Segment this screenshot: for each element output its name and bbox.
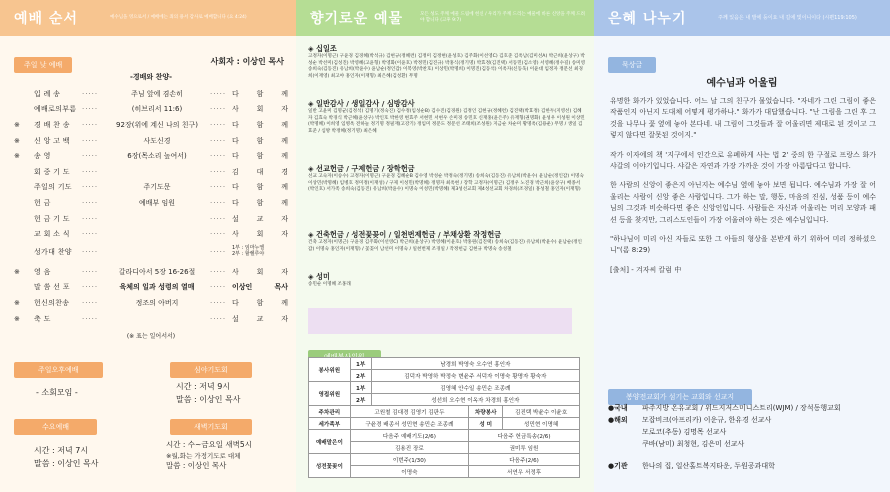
table-cell: 서연우 서정후 <box>469 466 580 478</box>
section-names: 송민순 이명혜 조홍래 <box>308 282 351 287</box>
table-cell: 다음주(2/6) <box>469 454 580 466</box>
table-cell: 주차관리 <box>309 406 351 418</box>
mission-detail: 모로코(추동) 김명목 선교사 <box>642 428 727 436</box>
mission-item <box>608 438 841 450</box>
section-names: 고정자(이명근) 구윤경 김경혜(박석규) 김현규(정혜련) 김정미 김정현(윤성호) 김주화(이선영C) 김호준 김옥남(김미선A) 박근희(윤상구) 박성순 박선미(김성진) 박영혜(고윤형) 박영화(이윤호) 박정민(김진규) 박홍식(정기명) 박효정(김진택) 서동민(김소영) 서영혜(정수길) 송미영 송희숙(김동진) 유남희(박윤수) 윤남순(정인갑) 이복영(박찬호) 이상민(박명희) 이명진(김동석) 이옥자(신동욱) 이윤대 임정자 정문선 최경희(이재영) 최고야 홍인자(이재형) 최은혜(김성환) 무명 <box>308 54 586 79</box>
order-item-label: 주일의 기도 <box>34 183 72 192</box>
mission-category: ●국내 <box>608 404 628 412</box>
leader-dots: ····· <box>210 120 227 129</box>
order-row <box>14 211 288 227</box>
offering-section <box>308 164 586 194</box>
order-item-leader: 다 함 께 <box>232 89 288 98</box>
wednesday-time: 시간 : 저녁 7시 <box>34 446 89 455</box>
standing-note: (※ 표는 일어서서) <box>126 333 176 340</box>
section-title: ◈ 일반감사 / 생일감사 / 심방감사 <box>308 99 415 108</box>
order-row <box>14 295 288 311</box>
offering-section <box>308 99 586 135</box>
offering-section <box>308 230 586 253</box>
night-prayer-tag: 심야기도회 <box>170 357 252 378</box>
standing-mark: ※ <box>14 267 20 276</box>
mission-detail: 한나의 집, 일산홀트복지타운, 두원공과대학 <box>642 462 775 470</box>
table-cell: 김덕자 박영하 박정숙 변윤주 서덕자 이명숙 황명자 황숙자 <box>371 370 579 382</box>
order-item-label: 송 영 <box>34 152 51 161</box>
table-cell: 영접위원 <box>309 382 351 406</box>
table-cell: 다음주 헌금특송(2/6) <box>469 430 580 442</box>
small-group-text: - 소회모임 - <box>36 388 78 397</box>
order-row <box>14 133 288 149</box>
leader-dots: ····· <box>82 214 99 223</box>
standing-mark: ※ <box>14 120 20 129</box>
story-source: [출처] - 겨자씨 칼럼 中 <box>610 265 682 274</box>
leader-dots: ····· <box>210 283 227 292</box>
table-cell: 성 미 <box>469 418 503 430</box>
order-item-leader: 다 함 께 <box>232 136 288 145</box>
leader-dots: ····· <box>82 298 99 307</box>
table-cell: 차량봉사 <box>469 406 503 418</box>
main-service-tag: 주일 낮 예배 <box>14 52 72 73</box>
night-prayer-speaker: 말씀 : 이상인 목사 <box>176 395 241 404</box>
table-cell: 1부 <box>350 358 371 370</box>
service-order-list-2 <box>14 264 288 326</box>
table-cell: 고원철 김대경 김영기 김판두 <box>350 406 468 418</box>
choir-part-1: 1부 : 임마누엘 <box>232 245 265 252</box>
order-item-leader: 사 회 자 <box>232 267 288 276</box>
section-names: 일반 고윤미 김명균(김정석) 김명기(정숙진) 김수정(임성순B) 김수진(김경원) 김정인 김현규(정혜련) 김진택(박효정) 김한두(지영선) 김혜자 김효숙 박경식 박근혜(윤상구) 박인호 박한영 변효주 서현민 서현우 손미경 송민호 신재홍(윤은주) 유재형(권명화) 윤성우 이성원 이상민(박명혜) 이희영 임병옥 전하늘 정기명 정필재(고강기) 정임미 정문도 정문선 조태희(조성원) 지금순 차순미 황명옥(김용운) 무명 / 생일 김효준 / 심방 박정혜(정기명) 최은혜 <box>308 109 585 134</box>
order-row <box>14 195 288 211</box>
leader-dots: ····· <box>82 283 99 292</box>
dawn-prayer-note: ※월,화는 가정기도로 대체 <box>166 451 241 460</box>
wednesday-service-info <box>34 444 98 470</box>
sunday-afternoon-tag: 주일오후예배 <box>14 357 103 378</box>
mission-category: ●기관 <box>608 462 628 470</box>
leader-dots: ····· <box>210 298 227 307</box>
section-names: 선교 고숙자(이승수) 고정자(이명근) 구윤경 김혜순B 김수영 박성순 박정숙(정기명) 송희숙(김동진) 유남희(박윤수) 윤남순(정인갑) 이명숙 이상민(박명혜) 임병호 정미정(이재성) / 구제 이성민(박명혜) 정명자 최옥현 / 장학 고정자(이명근) 김정우 노진경 박근희(윤상구) 배종서(박인호) 서가족 송희숙(김동진) 유남희(박윤수) 이명숙 이성민(박명혜) 제3성선교회 제4성선교회 차경희(조경일) 홍성철 홍인자(이재형) <box>308 174 584 193</box>
table-cell: 1부 <box>350 382 371 394</box>
table-cell: 이명숙 <box>350 466 468 478</box>
section-title: ◈ 선교헌금 / 구제헌금 / 장학헌금 <box>308 164 415 173</box>
order-row <box>14 180 288 196</box>
leader-dots: ····· <box>82 136 99 145</box>
leader-dots: ····· <box>210 167 227 176</box>
order-item-leader: 설 교 자 <box>232 214 288 223</box>
order-item-label: 헌 금 <box>34 198 51 207</box>
order-item-content: 92장(위에 계신 나의 친구) <box>116 120 198 129</box>
grace-sharing-column <box>594 0 890 492</box>
header-subtitle: 주께 있음은 내 발에 등이요 내 길에 빛이니이다 (시편119:105) <box>718 15 857 21</box>
leader-dots: ····· <box>210 105 227 114</box>
story-paragraph: 한 사람의 신앙이 좋은지 아닌지는 예수님 옆에 놓아 보면 됩니다. 예수님과 가장 잘 어울리는 사람이 신앙 좋은 사람입니다. 그가 하는 말, 행동, 마음의 진심, 성품 등이 예수님의 그것과 비슷하다면 좋은 신앙인입니다. 사람들은 자신과 어울리는 머리 모양과 패션 등을 찾지만, 그리스도인들이 가장 어울려야 하는 것은 예수님입니다. <box>610 181 876 224</box>
mission-detail: 파주지방 온유교회 / 위드지저스미니스트리(WJM) / 장석동행교회 <box>642 404 841 412</box>
order-item-content: 주님 앞에 겸손히 <box>131 89 183 98</box>
story-paragraph: 작가 이자에의 책 '지구에서 인간으로 유폐하게 사는 법 2' 중의 한 구절로 프랑스 화가 샤갈의 이야기입니다. 샤갈은 자연과 가장 가까운 것이 가장 아름답다고 합니다. <box>610 150 876 171</box>
mission-detail: 모잡비크(아프리카) 이운규, 한유경 선교사 <box>642 416 772 424</box>
mission-category: ●해외 <box>608 416 628 424</box>
order-item-label: 입 례 송 <box>34 89 61 98</box>
table-cell: 성민현 이명혜 <box>503 418 580 430</box>
leader-dots: ····· <box>82 230 99 239</box>
order-item-leader: 김 대 경 <box>232 167 288 176</box>
standing-mark: ※ <box>14 136 20 145</box>
choir-part-2: 2부 : 할렐루야 <box>232 251 265 257</box>
blank-highlight-box <box>308 308 572 334</box>
leader-dots: ····· <box>82 267 99 276</box>
offering-section <box>308 272 586 289</box>
table-cell: 다음주 예배기도(2/6) <box>350 430 468 442</box>
table-row <box>309 430 580 442</box>
wednesday-speaker: 말씀 : 이상인 목사 <box>34 459 99 468</box>
order-item-label: 예배로의부름 <box>34 105 77 114</box>
section-title: ◈ 건축헌금 / 성전꽃꽂이 / 일천번제헌금 / 부채상환 작정헌금 <box>308 230 502 239</box>
offering-section <box>308 44 586 80</box>
leader-dots: ····· <box>82 89 99 98</box>
dawn-prayer-info <box>166 440 252 472</box>
order-item-content: 육체의 일과 성령의 열매 <box>119 283 195 292</box>
leader-dots: ····· <box>210 267 227 276</box>
order-item-leader: 설 교 자 <box>232 314 288 323</box>
order-row <box>14 311 288 327</box>
dawn-prayer-time: 시간 : 수~금요일 새벽5시 <box>166 440 252 449</box>
order-item-label: 축 도 <box>34 314 51 323</box>
order-row <box>14 117 288 133</box>
order-item-content: 예배부 임원 <box>138 198 176 207</box>
order-row <box>14 280 288 296</box>
order-item-content: 갈라디아서 5장 16-26절 <box>118 267 196 276</box>
order-row <box>14 226 288 242</box>
leader-dots: ····· <box>210 230 227 239</box>
header-title: 향기로운 예물 <box>310 11 404 27</box>
choir-row: 성가대 찬양 ····· ····· 1부 : 임마누엘 2부 : 할렐루야 <box>14 242 288 262</box>
table-row <box>309 418 580 430</box>
leader-dots: ····· <box>210 152 227 161</box>
order-item-leader: 다 함 께 <box>232 152 288 161</box>
order-item-label: 교 회 소 식 <box>34 230 70 239</box>
order-item-label: 헌신의찬송 <box>34 298 70 307</box>
mission-detail: 쿠바(남미) 최청현, 김은미 선교사 <box>642 440 745 448</box>
order-item-content: 6장(목소리 높여서) <box>127 152 187 161</box>
standing-mark: ※ <box>14 314 20 323</box>
order-item-content: (히브리서 11:6) <box>131 105 183 114</box>
order-item-content: 주기도문 <box>143 183 171 192</box>
header-title: 은혜 나누기 <box>608 11 687 27</box>
table-cell: 권미투 임원 <box>469 442 580 454</box>
offering-header <box>296 0 594 36</box>
header-subtitle: 예수님을 영으로서 / 예배에는 죄의 용서 감사로 예배합니다 (요 4:24) <box>110 15 247 20</box>
order-item-label: 말 씀 선 포 <box>34 283 70 292</box>
order-item-label: 영 음 <box>34 267 51 276</box>
leader-dots: ····· <box>82 105 99 114</box>
order-item-label: 헌 금 기 도 <box>34 214 70 223</box>
leader-dots: ····· <box>210 214 227 223</box>
story-body <box>610 96 876 284</box>
order-item-leader: 사 회 자 <box>232 105 288 114</box>
order-item-content: 사도신경 <box>143 136 171 145</box>
grace-header <box>594 0 890 36</box>
table-cell: 세가족부 <box>309 418 351 430</box>
order-item-leader: 다 함 께 <box>232 298 288 307</box>
section-title: ◈ 십일조 <box>308 44 337 53</box>
order-item-leader: 사 회 자 <box>232 230 288 239</box>
order-row <box>14 264 288 280</box>
order-subtitle: -경배와 찬양- <box>129 73 173 81</box>
table-cell: 2부 <box>350 394 371 406</box>
story-title: 예수님과 어울림 <box>706 78 778 89</box>
mission-item <box>608 402 841 414</box>
table-cell: 이번주(1/30) <box>350 454 468 466</box>
table-cell: 김용진 장로 <box>350 442 468 454</box>
order-item-leader: 다 함 께 <box>232 120 288 129</box>
table-cell: 성선희 오수현 이옥자 차경희 홍인자 <box>371 394 579 406</box>
volunteer-table <box>308 357 580 478</box>
meditation-tag: 묵상글 <box>608 52 656 73</box>
order-row <box>14 86 288 102</box>
worship-order-column <box>0 0 296 492</box>
standing-mark: ※ <box>14 298 20 307</box>
table-cell: 남경희 박영숙 오수연 홍인자 <box>371 358 579 370</box>
mission-item <box>608 426 841 438</box>
table-row <box>309 382 580 394</box>
leader-dots: ····· <box>210 314 227 323</box>
mission-item <box>608 460 841 472</box>
table-row <box>309 358 580 370</box>
table-cell: 2부 <box>350 370 371 382</box>
missions-tag: 봉양전교회가 섬기는 교회와 선교지 <box>608 384 752 405</box>
section-title: ◈ 성미 <box>308 272 330 281</box>
wednesday-service-tag: 수요예배 <box>14 414 97 435</box>
mission-item <box>608 414 841 426</box>
leader-dots: ····· <box>210 183 227 192</box>
leader-dots: ····· <box>210 136 227 145</box>
table-cell: 예배말은이 <box>309 430 351 454</box>
leader-dots: ····· <box>82 152 99 161</box>
table-cell: 김영혜 안수일 송민순 조종례 <box>371 382 579 394</box>
worship-order-header <box>0 0 296 36</box>
order-item-content: 정조의 아버지 <box>135 298 179 307</box>
order-item-label: 경 배 찬 송 <box>34 120 70 129</box>
leader-dots: ····· <box>210 89 227 98</box>
order-item-label: 신 앙 고 백 <box>34 136 70 145</box>
dawn-prayer-speaker: 말씀 : 이상인 목사 <box>166 461 227 470</box>
story-verse: "하나님이 미리 아신 자들로 또한 그 아들의 형상을 본받게 하기 위하여 미리 정하셨으니"(롬 8:29) <box>610 235 876 255</box>
header-title: 예배 순서 <box>14 11 78 27</box>
presider: 사회자 : 이상인 목사 <box>210 57 284 66</box>
leader-dots: ····· <box>82 183 99 192</box>
leader-dots: ····· <box>210 198 227 207</box>
table-row <box>309 454 580 466</box>
leader-dots: ····· <box>82 120 99 129</box>
order-row <box>14 148 288 164</box>
order-item-leader: 이상인 목사 <box>232 283 288 292</box>
standing-mark: ※ <box>14 152 20 161</box>
order-item-label: 회 중 기 도 <box>34 167 70 176</box>
choir-label: 성가대 찬양 <box>34 248 72 256</box>
night-prayer-time: 시간 : 저녁 9시 <box>176 382 231 391</box>
service-order-list <box>14 86 288 242</box>
table-cell: 구윤경 배종서 성민현 송민순 조종례 <box>350 418 468 430</box>
header-subtitle: 모든 성도 주께 예물 드림에 헌신 / 우리가 주께 드리는 예물에 바른 신앙을 주께 드려야 합니다 (고후 9:7) <box>420 12 585 23</box>
missions-list <box>608 402 841 472</box>
leader-dots: ····· <box>82 314 99 323</box>
order-item-leader: 다 함 께 <box>232 183 288 192</box>
order-item-leader: 다 함 께 <box>232 198 288 207</box>
night-prayer-info <box>176 380 240 406</box>
offering-column <box>296 0 594 492</box>
order-row <box>14 102 288 118</box>
leader-dots: ····· <box>82 198 99 207</box>
dawn-prayer-tag: 새벽기도회 <box>170 414 252 435</box>
table-cell: 성전꽃꽂이 <box>309 454 351 478</box>
table-cell: 봉사위원 <box>309 358 351 382</box>
table-row <box>309 406 580 418</box>
leader-dots: ····· <box>82 167 99 176</box>
order-row <box>14 164 288 180</box>
story-paragraph: 유명한 화가가 있었습니다. 어느 날 그의 친구가 물었습니다. "자네가 그린 그림이 좋은 작품인지 아닌지 도대체 어떻게 평가하나." 화가가 대답했습니다. "난 그림을 그린 후 그것을 나무나 꽃 옆에 놓아 본다네. 내 그림이 그것들과 잘 어울리면 제대로 된 것이고 그렇지 않다면 잘못된 것이지." <box>610 97 876 140</box>
table-cell: 김진택 박윤수 이윤호 <box>503 406 580 418</box>
section-names: 건축 고정자(이명근) 구윤경 김주화(이선영C) 박근희(윤상구) 박영혜(이윤호) 박홍원(김진택) 송희숙(김동진) 유남희(박윤수) 윤남순(정인갑) 이명숙 홍인자(이재형) / 꽃꽂이 남선미 이명숙 / 일천번제 조경일 / 작정헌금 김현규 박명숙 송성철 <box>308 240 582 252</box>
